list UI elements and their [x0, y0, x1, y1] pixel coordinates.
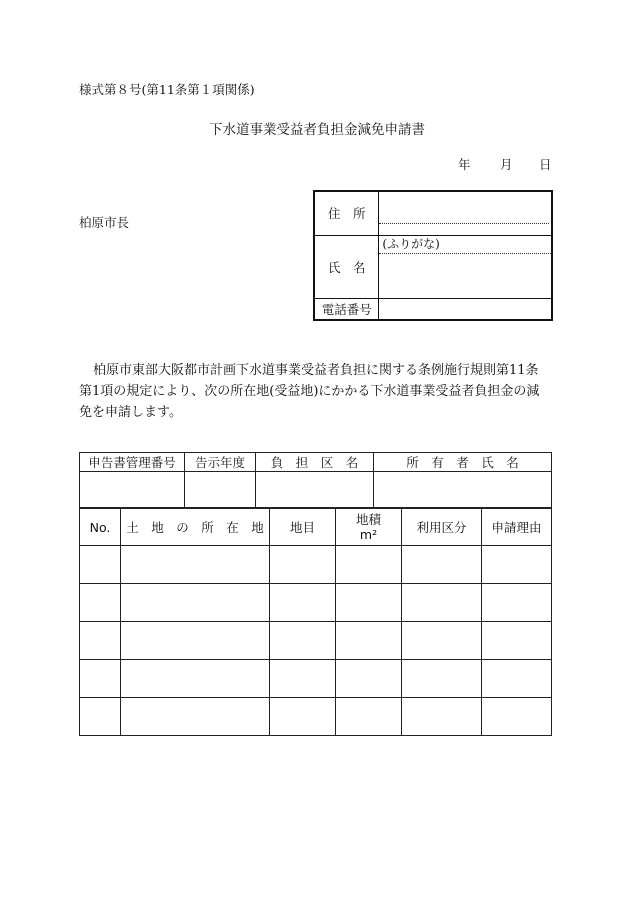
table-row — [80, 622, 552, 660]
cell-area[interactable] — [336, 622, 402, 660]
table-row — [80, 698, 552, 736]
cell-location[interactable] — [121, 698, 270, 736]
cell-no[interactable] — [80, 698, 121, 736]
phone-field[interactable] — [379, 298, 552, 320]
cell-reason[interactable] — [482, 622, 552, 660]
cell-location[interactable] — [121, 546, 270, 584]
applicant-info-table — [313, 190, 553, 321]
table-row — [80, 584, 552, 622]
cell-category[interactable] — [270, 660, 336, 698]
date-day-label: 日 — [539, 157, 552, 172]
cell-use[interactable] — [402, 660, 482, 698]
cell-use[interactable] — [402, 698, 482, 736]
burden-district-cell[interactable] — [256, 472, 374, 508]
land-table — [79, 508, 552, 736]
summary-table — [79, 452, 552, 508]
date-year-label: 年 — [458, 157, 471, 172]
cell-use[interactable] — [402, 622, 482, 660]
table-row — [80, 660, 552, 698]
table-row — [80, 546, 552, 584]
owner-name-cell[interactable] — [374, 472, 552, 508]
cell-no[interactable] — [80, 622, 121, 660]
header-declaration-number: 申告書管理番号 — [80, 453, 185, 472]
header-burden-district: 負 担 区 名 — [256, 453, 374, 472]
cell-reason[interactable] — [482, 546, 552, 584]
cell-reason[interactable] — [482, 698, 552, 736]
header-area — [336, 509, 402, 546]
header-location: 土 地 の 所 在 地 — [121, 509, 270, 546]
date-month-label: 月 — [500, 157, 513, 172]
header-notice-year: 告示年度 — [185, 453, 256, 472]
name-label: 氏 名 — [314, 235, 379, 298]
area-unit: m² — [359, 527, 378, 542]
address-field[interactable] — [379, 191, 552, 235]
cell-no[interactable] — [80, 584, 121, 622]
header-no: No. — [80, 509, 121, 546]
cell-category[interactable] — [270, 622, 336, 660]
cell-area[interactable] — [336, 660, 402, 698]
form-number: 様式第８号(第11条第１項関係) — [79, 82, 255, 97]
header-category: 地目 — [270, 509, 336, 546]
cell-location[interactable] — [121, 660, 270, 698]
cell-no[interactable] — [80, 546, 121, 584]
declaration-number-cell[interactable] — [80, 472, 185, 508]
body-text-line-3: 免を申請します。 — [79, 405, 182, 420]
cell-location[interactable] — [121, 584, 270, 622]
cell-category[interactable] — [270, 546, 336, 584]
cell-category[interactable] — [270, 698, 336, 736]
furigana-label: (ふりがな) — [379, 236, 551, 254]
cell-no[interactable] — [80, 660, 121, 698]
cell-reason[interactable] — [482, 660, 552, 698]
area-label: 地積 — [355, 512, 381, 527]
header-owner-name: 所 有 者 氏 名 — [374, 453, 552, 472]
cell-use[interactable] — [402, 584, 482, 622]
cell-area[interactable] — [336, 584, 402, 622]
header-reason: 申請理由 — [482, 509, 552, 546]
cell-category[interactable] — [270, 584, 336, 622]
header-use-category: 利用区分 — [402, 509, 482, 546]
cell-location[interactable] — [121, 622, 270, 660]
notice-year-cell[interactable] — [185, 472, 256, 508]
address-label: 住 所 — [314, 191, 379, 235]
cell-area[interactable] — [336, 546, 402, 584]
cell-use[interactable] — [402, 546, 482, 584]
phone-label: 電話番号 — [314, 298, 379, 320]
name-field[interactable] — [379, 235, 552, 298]
addressee: 柏原市長 — [79, 215, 130, 230]
cell-reason[interactable] — [482, 584, 552, 622]
form-title: 下水道事業受益者負担金減免申請書 — [209, 122, 425, 138]
cell-area[interactable] — [336, 698, 402, 736]
body-text-line-2: 第1項の規定により、次の所在地(受益地)にかかる下水道事業受益者負担金の減 — [79, 384, 540, 399]
body-text-line-1: 柏原市東部大阪都市計画下水道事業受益者負担に関する条例施行規則第11条 — [93, 363, 539, 378]
